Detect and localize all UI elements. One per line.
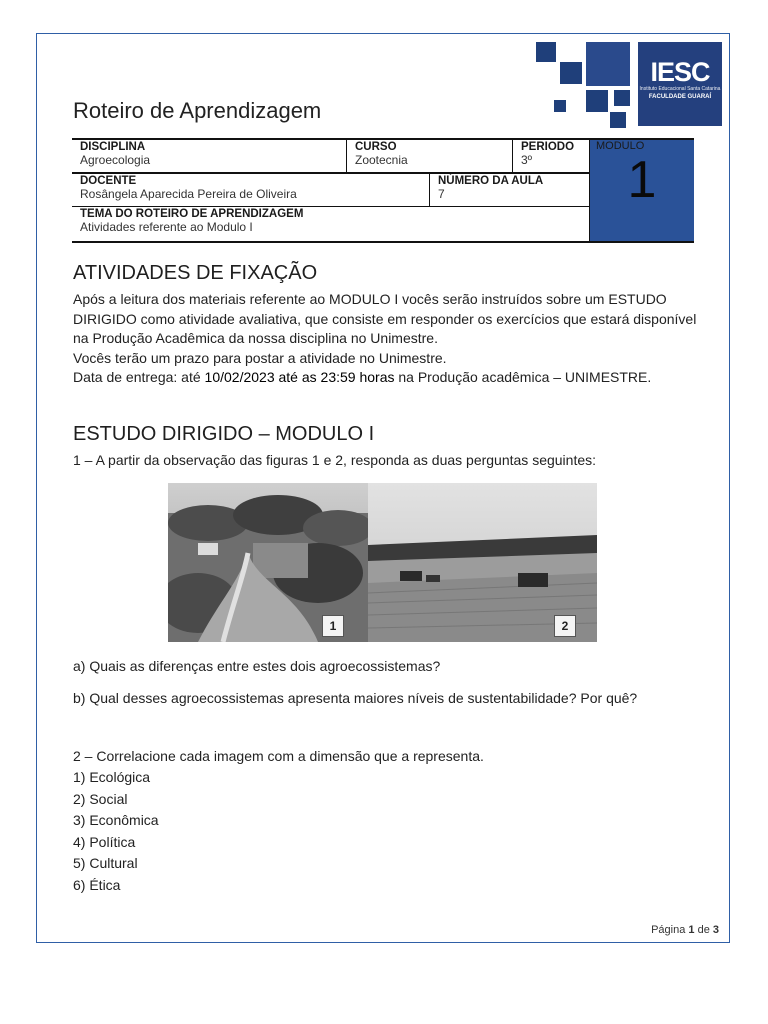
- modulo-number: 1: [627, 151, 657, 209]
- question-2: 2 – Correlacione cada imagem com a dimensão que a representa.: [73, 748, 484, 764]
- atividades-deadline: [73, 368, 713, 388]
- footer-sep: de: [694, 924, 713, 936]
- atividades-paragraph: [73, 290, 713, 388]
- page-footer: [651, 924, 719, 936]
- periodo-label: PERIODO: [521, 141, 575, 153]
- tema-label: TEMA DO ROTEIRO DE APRENDIZAGEM: [80, 208, 304, 220]
- curso-label: CURSO: [355, 141, 397, 153]
- question-1a: a) Quais as diferenças entre estes dois agroecossistemas?: [73, 658, 441, 674]
- option-ecologica: 1) Ecológica: [73, 769, 151, 785]
- deadline-suffix: na Produção acadêmica – UNIMESTRE.: [394, 369, 652, 385]
- course-info-table: [72, 138, 694, 243]
- periodo-value: 3º: [521, 153, 533, 167]
- curso-value: Zootecnia: [355, 153, 408, 167]
- atividades-deadline-note: Vocês terão um prazo para postar a atividade no Unimestre.: [73, 349, 447, 366]
- numero-aula-label: NÚMERO DA AULA: [437, 175, 544, 187]
- option-social: 2) Social: [73, 791, 128, 807]
- numero-aula-value: 7: [437, 187, 445, 201]
- footer-prefix: Página: [651, 924, 689, 936]
- tema-value: Atividades referente ao Modulo I: [80, 220, 253, 234]
- modulo-label: MODULO: [596, 140, 645, 152]
- question-1b: b) Qual desses agroecossistemas apresenta maiores níveis de sustentabilidade? Por quê?: [73, 690, 638, 706]
- option-economica: 3) Econômica: [73, 812, 159, 828]
- atividades-heading: ATIVIDADES DE FIXAÇÃO: [73, 262, 318, 284]
- logo-subtitle: Instituto Educacional Santa Catarina: [639, 86, 721, 92]
- page-number: 1: [688, 924, 695, 936]
- option-politica: 4) Política: [73, 834, 136, 850]
- option-etica: 6) Ética: [73, 877, 121, 893]
- estudo-heading: ESTUDO DIRIGIDO – MODULO I: [73, 423, 375, 445]
- option-cultural: 5) Cultural: [73, 855, 138, 871]
- deadline-prefix: Data de entrega: até: [73, 369, 205, 385]
- logo-decoration: [528, 38, 638, 130]
- iesc-logo: [638, 42, 722, 126]
- agroecosystem-figures: [168, 483, 597, 642]
- question-1: 1 – A partir da observação das figuras 1 e 2, responda as duas perguntas seguintes:: [73, 452, 597, 468]
- figure-1-diversified-farm: [168, 483, 597, 642]
- logo-faculty: FACULDADE GUARAÍ: [648, 94, 712, 100]
- docente-value: Rosângela Aparecida Pereira de Oliveira: [80, 187, 297, 201]
- disciplina-label: DISCIPLINA: [80, 141, 146, 153]
- docente-label: DOCENTE: [80, 175, 137, 187]
- document-title: Roteiro de Aprendizagem: [73, 98, 322, 123]
- atividades-intro: Após a leitura dos materiais referente ao MODULO I vocês serão instruídos sobre um ESTUDO DIRIGIDO como atividade avaliativa, que consiste em responder os exercícios que estará disponível na Produção Acadêmica da nossa disciplina no Unimestre.: [73, 291, 697, 346]
- page-total: 3: [712, 924, 719, 936]
- figure-2-label: 2: [554, 615, 576, 637]
- logo-name: IESC: [650, 57, 710, 87]
- deadline-date: 10/02/2023 até as 23:59 horas: [204, 369, 395, 385]
- figure-1-label: 1: [322, 615, 344, 637]
- disciplina-value: Agroecologia: [80, 153, 151, 167]
